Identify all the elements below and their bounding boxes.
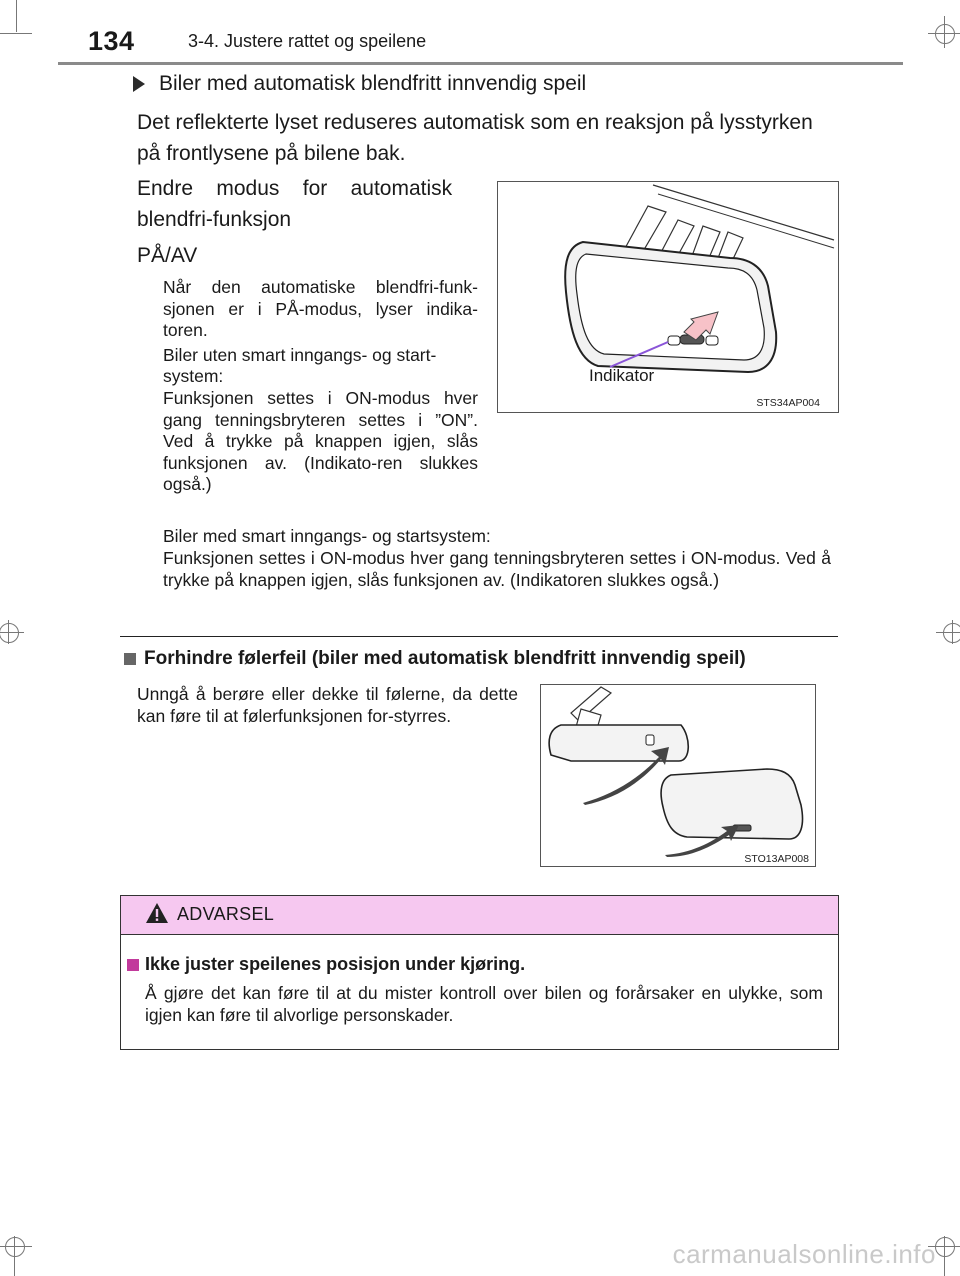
indikator-callout-label: Indikator	[589, 366, 655, 385]
note-smart-entry-body: Funksjonen settes i ON-modus hver gang tenningsbryteren settes i ON-modus. Ved å trykke på knappen igjen, slås funksjonen av. (Indikatoren slukkes også.)	[163, 548, 831, 590]
note-smart-entry-line-1: Biler med smart inngangs- og startsystem:	[163, 526, 491, 546]
pink-square-bullet-icon	[127, 959, 139, 971]
square-bullet-icon	[124, 653, 136, 665]
note-no-smart-entry-line-1: Biler uten smart inngangs- og start-	[163, 345, 437, 365]
note-indicator-on: Når den automatiske blendfri-funk-sjonen er i PÅ-modus, lyser indika-toren.	[163, 277, 478, 340]
note-no-smart-entry-line-2: system:	[163, 366, 224, 386]
sensor-illustration	[541, 685, 815, 866]
mode-heading-line-1: Endre modus for automatisk	[137, 177, 453, 200]
intro-paragraph-line-2: på frontlysene på bilene bak.	[137, 142, 406, 165]
section-divider	[120, 636, 838, 637]
bullet-heading	[133, 72, 586, 96]
sensor-figure	[540, 684, 816, 867]
mirror-illustration	[498, 182, 838, 412]
mode-heading-line-3: PÅ/AV	[137, 244, 198, 267]
bullet-heading-text: Biler med automatisk blendfritt innvendig speil	[159, 72, 587, 95]
mode-heading-line-2: blendfri-funksjon	[137, 208, 292, 231]
warning-item-heading-text: Ikke juster speilenes posisjon under kjøring.	[145, 954, 526, 974]
warning-item-heading	[127, 954, 525, 975]
note-no-smart-entry-body: Funksjonen settes i ON-modus hver gang tenningsbryteren settes i ”ON”. Ved å trykke på knappen igjen, slås funksjonen av. (Indikato-ren slukkes også.)	[163, 388, 478, 494]
sensor-section-heading	[120, 648, 746, 670]
mirror-figure	[497, 181, 839, 413]
intro-paragraph-line-1: Det reflekterte lyset reduseres automatisk som en reaksjon på lysstyrken	[137, 111, 813, 134]
page-number: 134	[88, 26, 135, 56]
sensor-section-heading-text: Forhindre følerfeil (biler med automatisk blendfritt innvendig speil)	[144, 648, 746, 669]
warning-triangle-icon	[145, 902, 169, 924]
warning-title: ADVARSEL	[177, 904, 275, 924]
header-divider	[58, 62, 903, 65]
sensor-section-body: Unngå å berøre eller dekke til følerne, da dette kan føre til at følerfunksjonen for-styrres.	[137, 684, 518, 726]
triangle-bullet-icon	[133, 76, 145, 92]
warning-box	[120, 895, 839, 1050]
watermark: carmanualsonline.info	[672, 1239, 936, 1269]
figure2-code: STO13AP008	[744, 853, 809, 865]
warning-item-body: Å gjøre det kan føre til at du mister kontroll over bilen og forårsaker en ulykke, som igjen kan føre til alvorlige personskader.	[145, 983, 823, 1025]
figure1-code: STS34AP004	[756, 397, 820, 409]
section-title: 3-4. Justere rattet og speilene	[188, 31, 427, 51]
warning-header	[121, 896, 838, 935]
